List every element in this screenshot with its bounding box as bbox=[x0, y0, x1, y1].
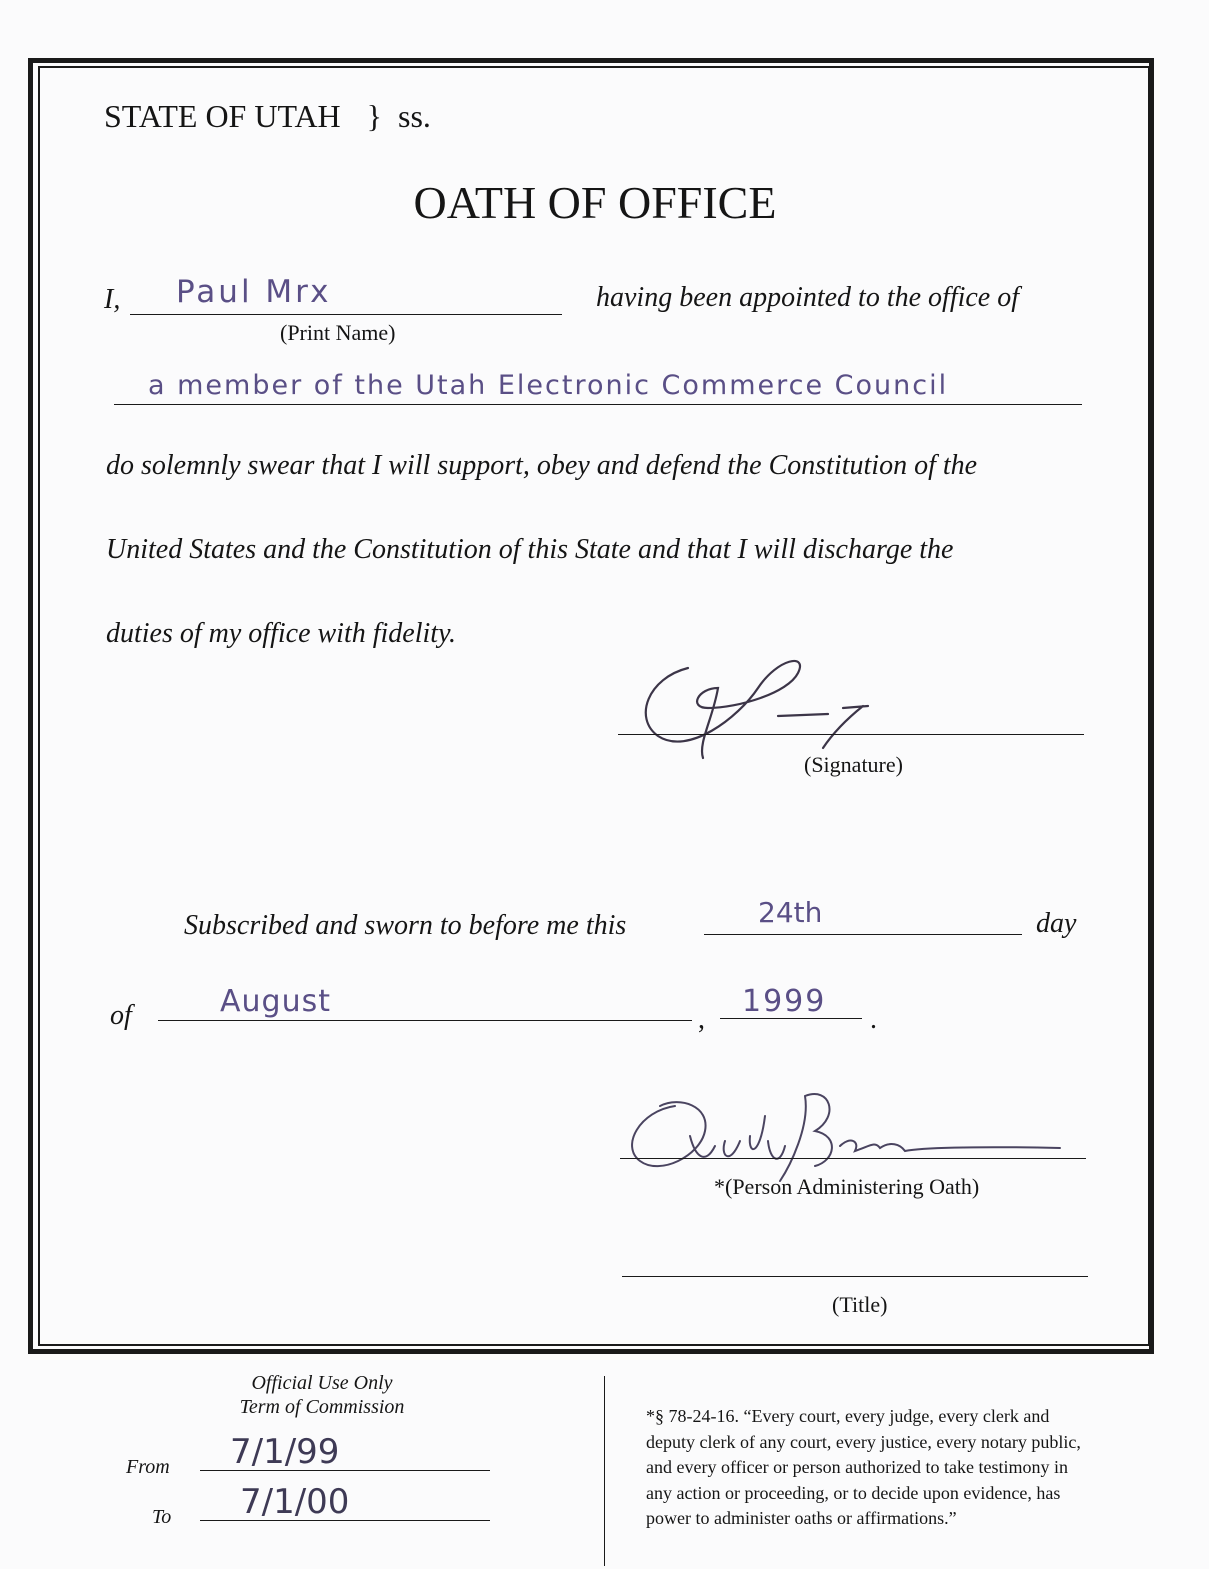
ss-label: ss. bbox=[398, 98, 431, 134]
print-name-line bbox=[130, 314, 562, 315]
term-heading: Term of Commission bbox=[239, 1396, 405, 1418]
office-line bbox=[114, 404, 1082, 405]
subscribed-text: Subscribed and sworn to before me this bbox=[184, 910, 627, 941]
name-prefix: I, bbox=[104, 284, 121, 315]
page-title: OATH OF OFFICE bbox=[413, 177, 777, 228]
footnote-line: and every officer or person authorized to take testimony in bbox=[646, 1457, 1069, 1477]
oath-line-1: do solemnly swear that I will support, obey and defend the Constitution of the bbox=[106, 450, 978, 481]
year-line bbox=[720, 1018, 862, 1019]
footnote-line: *§ 78-24-16. “Every court, every judge, every clerk and bbox=[646, 1406, 1050, 1426]
to-date-handwriting: 7/1/00 bbox=[240, 1482, 350, 1522]
date-comma: , bbox=[698, 1004, 705, 1035]
administrator-line bbox=[620, 1158, 1086, 1159]
official-use-heading: Official Use Only bbox=[251, 1372, 393, 1394]
footer-divider bbox=[604, 1376, 605, 1566]
from-line bbox=[200, 1470, 490, 1471]
print-name-label: (Print Name) bbox=[280, 320, 396, 345]
oath-line-2: United States and the Constitution of this State and that I will discharge the bbox=[106, 534, 954, 565]
of-label: of bbox=[110, 1000, 132, 1031]
title-label: (Title) bbox=[832, 1292, 888, 1317]
footnote-line: deputy clerk of any court, every justice, every notary public, bbox=[646, 1431, 1081, 1452]
to-label: To bbox=[152, 1506, 172, 1528]
footnote-line: power to administer oaths or affirmations.” bbox=[646, 1508, 957, 1528]
signature-line bbox=[618, 734, 1084, 735]
signature-label: (Signature) bbox=[804, 752, 903, 777]
title-line bbox=[622, 1276, 1088, 1277]
date-period: . bbox=[870, 1004, 877, 1035]
oath-line-3: duties of my office with fidelity. bbox=[106, 618, 456, 649]
year-handwriting: 1999 bbox=[742, 984, 827, 1019]
statute-footnote bbox=[646, 1404, 1081, 1532]
footnote-line: any action or proceeding, or to decide upon evidence, has bbox=[646, 1482, 1061, 1503]
administrator-signature bbox=[620, 1086, 1070, 1186]
office-handwriting: a member of the Utah Electronic Commerce Council bbox=[148, 370, 949, 401]
from-label: From bbox=[126, 1456, 170, 1478]
day-label: day bbox=[1036, 908, 1077, 939]
printed-name-handwriting: Paul Mrx bbox=[176, 274, 332, 310]
from-date-handwriting: 7/1/99 bbox=[230, 1432, 340, 1472]
month-handwriting: August bbox=[220, 984, 331, 1019]
month-line bbox=[158, 1020, 692, 1021]
day-line bbox=[704, 934, 1022, 935]
oath-taker-signature bbox=[628, 648, 878, 768]
day-handwriting: 24th bbox=[758, 896, 823, 929]
brace: } bbox=[366, 98, 383, 134]
administering-label: *(Person Administering Oath) bbox=[714, 1174, 980, 1199]
state-heading bbox=[104, 98, 431, 135]
appointed-text: having been appointed to the office of bbox=[596, 282, 1020, 313]
state-name: STATE OF UTAH bbox=[104, 98, 341, 134]
to-line bbox=[200, 1520, 490, 1521]
